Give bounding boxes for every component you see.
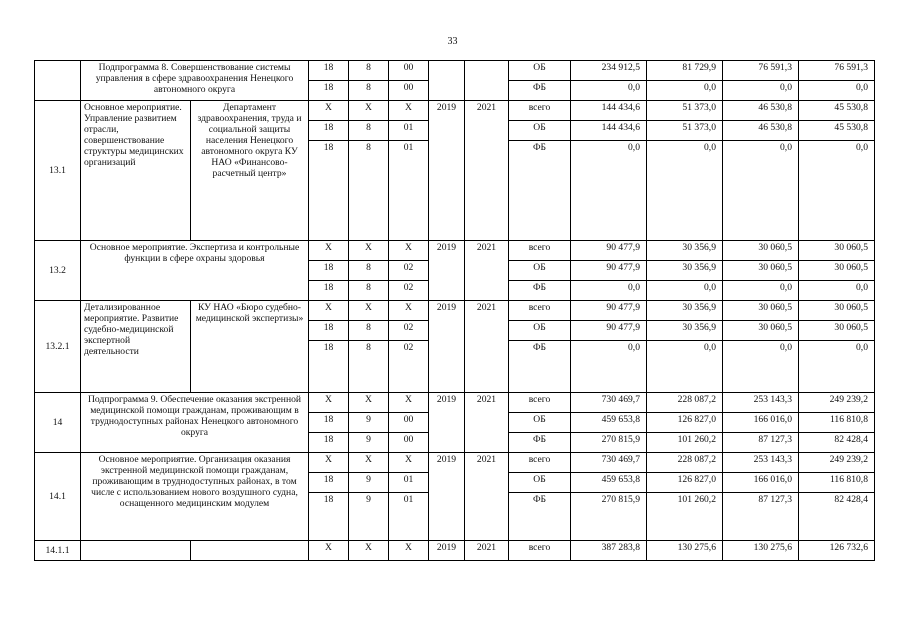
budget-code: 02 — [389, 321, 429, 341]
funding-source: всего — [509, 241, 571, 261]
budget-code: 00 — [389, 61, 429, 81]
funding-value: 90 477,9 — [571, 321, 647, 341]
row-number: 13.2.1 — [35, 301, 81, 393]
funding-value: 90 477,9 — [571, 301, 647, 321]
funding-value: 82 428,4 — [799, 493, 875, 541]
funding-value: 0,0 — [571, 141, 647, 241]
funding-value: 0,0 — [647, 281, 723, 301]
funding-value: 0,0 — [723, 141, 799, 241]
funding-value: 116 810,8 — [799, 413, 875, 433]
funding-value: 459 653,8 — [571, 413, 647, 433]
budget-code: 01 — [389, 141, 429, 241]
year-to: 2021 — [465, 541, 509, 561]
funding-source: ОБ — [509, 121, 571, 141]
funding-value: 126 732,6 — [799, 541, 875, 561]
funding-value: 270 815,9 — [571, 433, 647, 453]
funding-value: 228 087,2 — [647, 393, 723, 413]
funding-value: 0,0 — [799, 341, 875, 393]
budget-code: 18 — [309, 473, 349, 493]
budget-code: 18 — [309, 281, 349, 301]
funding-value: 76 591,3 — [723, 61, 799, 81]
year-to: 2021 — [465, 241, 509, 301]
budget-code: 9 — [349, 413, 389, 433]
funding-value: 387 283,8 — [571, 541, 647, 561]
budget-code: Х — [309, 393, 349, 413]
funding-value: 270 815,9 — [571, 493, 647, 541]
funding-value: 46 530,8 — [723, 121, 799, 141]
funding-value: 87 127,3 — [723, 433, 799, 453]
funding-value: 130 275,6 — [647, 541, 723, 561]
budget-code: Х — [349, 393, 389, 413]
funding-value: 0,0 — [571, 341, 647, 393]
row-title: Основное мероприятие. Экспертиза и контрольные функции в сфере охраны здоровья — [81, 241, 309, 301]
budget-code: 02 — [389, 341, 429, 393]
year-to — [465, 61, 509, 101]
budget-code: 9 — [349, 473, 389, 493]
funding-value: 87 127,3 — [723, 493, 799, 541]
row-title: Основное мероприятие. Организация оказания экстренной медицинской помощи гражданам, проживающим в труднодоступных районах, в том числе с использованием нового воздушного судна, оснащенного медицинским модулем — [81, 453, 309, 541]
budget-code: Х — [389, 241, 429, 261]
budget-code: Х — [309, 241, 349, 261]
budget-code: Х — [349, 453, 389, 473]
budget-code: 18 — [309, 321, 349, 341]
budget-code: Х — [309, 301, 349, 321]
budget-code: Х — [389, 101, 429, 121]
funding-value: 30 356,9 — [647, 261, 723, 281]
funding-source: ФБ — [509, 341, 571, 393]
budget-code: 9 — [349, 433, 389, 453]
row-number: 14.1 — [35, 453, 81, 541]
budget-code: 8 — [349, 261, 389, 281]
budget-code: 02 — [389, 261, 429, 281]
row-executor: КУ НАО «Бюро судебно-медицинской экспертизы» — [191, 301, 309, 393]
year-from: 2019 — [429, 541, 465, 561]
page-number: 33 — [447, 36, 458, 47]
funding-source: ФБ — [509, 281, 571, 301]
year-from — [429, 61, 465, 101]
funding-value: 144 434,6 — [571, 101, 647, 121]
funding-value: 30 356,9 — [647, 301, 723, 321]
year-from: 2019 — [429, 241, 465, 301]
budget-code: 18 — [309, 81, 349, 101]
row-number — [35, 61, 81, 101]
budget-code: Х — [349, 241, 389, 261]
funding-value: 30 060,5 — [723, 301, 799, 321]
funding-value: 234 912,5 — [571, 61, 647, 81]
budget-code: 02 — [389, 281, 429, 301]
funding-value: 459 653,8 — [571, 473, 647, 493]
table-row — [35, 301, 875, 321]
budget-code: 8 — [349, 141, 389, 241]
funding-value: 30 356,9 — [647, 321, 723, 341]
funding-value: 126 827,0 — [647, 473, 723, 493]
funding-value: 30 060,5 — [723, 321, 799, 341]
year-to: 2021 — [465, 453, 509, 541]
budget-code: Х — [389, 301, 429, 321]
year-from: 2019 — [429, 101, 465, 241]
funding-value: 30 060,5 — [799, 241, 875, 261]
budget-code: 18 — [309, 61, 349, 81]
budget-code: 01 — [389, 121, 429, 141]
budget-code: 00 — [389, 433, 429, 453]
budget-code: 8 — [349, 281, 389, 301]
row-title: Детализированное мероприятие. Развитие судебно-медицинской экспертной деятельности — [81, 301, 191, 393]
funding-value: 0,0 — [571, 281, 647, 301]
budget-code: Х — [309, 101, 349, 121]
budget-code: Х — [309, 453, 349, 473]
funding-value: 81 729,9 — [647, 61, 723, 81]
funding-source: ОБ — [509, 261, 571, 281]
funding-source: всего — [509, 453, 571, 473]
funding-value: 0,0 — [723, 281, 799, 301]
table-row — [35, 101, 875, 121]
budget-code: 18 — [309, 261, 349, 281]
funding-value: 30 060,5 — [723, 261, 799, 281]
budget-code: 18 — [309, 141, 349, 241]
funding-value: 0,0 — [647, 141, 723, 241]
funding-source: ФБ — [509, 81, 571, 101]
budget-code: 00 — [389, 81, 429, 101]
funding-source: ФБ — [509, 141, 571, 241]
budget-code: 8 — [349, 341, 389, 393]
row-title: Подпрограмма 9. Обеспечение оказания экстренной медицинской помощи гражданам, проживающим в труднодоступных районах Ненецкого автономного округа — [81, 393, 309, 453]
budget-code: Х — [349, 301, 389, 321]
budget-code: Х — [349, 541, 389, 561]
funding-source: всего — [509, 393, 571, 413]
funding-value: 51 373,0 — [647, 121, 723, 141]
year-to: 2021 — [465, 101, 509, 241]
budget-code: 8 — [349, 321, 389, 341]
funding-value: 30 060,5 — [799, 301, 875, 321]
funding-value: 0,0 — [723, 81, 799, 101]
funding-value: 30 060,5 — [723, 241, 799, 261]
funding-value: 0,0 — [799, 281, 875, 301]
funding-value: 166 016,0 — [723, 413, 799, 433]
funding-value: 30 060,5 — [799, 321, 875, 341]
funding-value: 166 016,0 — [723, 473, 799, 493]
funding-value: 46 530,8 — [723, 101, 799, 121]
budget-code: 18 — [309, 493, 349, 541]
funding-value: 253 143,3 — [723, 453, 799, 473]
budget-code: 18 — [309, 341, 349, 393]
funding-value: 76 591,3 — [799, 61, 875, 81]
funding-source: ОБ — [509, 321, 571, 341]
funding-value: 130 275,6 — [723, 541, 799, 561]
funding-value: 228 087,2 — [647, 453, 723, 473]
table-row — [35, 541, 875, 561]
funding-value: 101 260,2 — [647, 433, 723, 453]
funding-value: 30 060,5 — [799, 261, 875, 281]
budget-code: Х — [309, 541, 349, 561]
row-number: 14 — [35, 393, 81, 453]
funding-source: всего — [509, 301, 571, 321]
funding-value: 0,0 — [799, 81, 875, 101]
year-from: 2019 — [429, 453, 465, 541]
funding-source: ОБ — [509, 61, 571, 81]
row-number: 14.1.1 — [35, 541, 81, 561]
row-title: Подпрограмма 8. Совершенствование системы управления в сфере здравоохранения Ненецкого автономного округа — [81, 61, 309, 101]
row-executor: Департамент здравоохранения, труда и социальной защиты населения Ненецкого автономного округа КУ НАО «Финансово-расчетный центр» — [191, 101, 309, 241]
table-row — [35, 393, 875, 413]
funding-source: ФБ — [509, 433, 571, 453]
funding-value: 45 530,8 — [799, 121, 875, 141]
funding-value: 144 434,6 — [571, 121, 647, 141]
budget-table — [34, 60, 875, 561]
funding-value: 126 827,0 — [647, 413, 723, 433]
funding-value: 0,0 — [799, 141, 875, 241]
budget-code: Х — [389, 453, 429, 473]
funding-source: всего — [509, 541, 571, 561]
funding-value: 0,0 — [647, 341, 723, 393]
funding-value: 0,0 — [723, 341, 799, 393]
year-from: 2019 — [429, 393, 465, 453]
row-number: 13.1 — [35, 101, 81, 241]
table-row — [35, 241, 875, 261]
funding-value: 90 477,9 — [571, 241, 647, 261]
funding-value: 101 260,2 — [647, 493, 723, 541]
year-to: 2021 — [465, 393, 509, 453]
funding-source: ОБ — [509, 473, 571, 493]
table-row — [35, 61, 875, 81]
year-from: 2019 — [429, 301, 465, 393]
funding-value: 0,0 — [571, 81, 647, 101]
funding-value: 253 143,3 — [723, 393, 799, 413]
row-title: Основное мероприятие. Управление развитием отрасли, совершенствование структуры медицинских организаций — [81, 101, 191, 241]
funding-value: 45 530,8 — [799, 101, 875, 121]
row-title — [81, 541, 191, 561]
funding-value: 730 469,7 — [571, 453, 647, 473]
year-to: 2021 — [465, 301, 509, 393]
budget-code: 00 — [389, 413, 429, 433]
funding-value: 82 428,4 — [799, 433, 875, 453]
funding-value: 90 477,9 — [571, 261, 647, 281]
table-row — [35, 453, 875, 473]
row-number: 13.2 — [35, 241, 81, 301]
budget-code: 01 — [389, 493, 429, 541]
budget-code: Х — [349, 101, 389, 121]
budget-code: 18 — [309, 121, 349, 141]
budget-code: 01 — [389, 473, 429, 493]
budget-code: 9 — [349, 493, 389, 541]
funding-value: 249 239,2 — [799, 453, 875, 473]
row-executor — [191, 541, 309, 561]
funding-value: 116 810,8 — [799, 473, 875, 493]
budget-code: 8 — [349, 81, 389, 101]
funding-source: всего — [509, 101, 571, 121]
funding-value: 51 373,0 — [647, 101, 723, 121]
budget-code: Х — [389, 393, 429, 413]
funding-source: ОБ — [509, 413, 571, 433]
funding-value: 0,0 — [647, 81, 723, 101]
budget-code: 8 — [349, 61, 389, 81]
funding-value: 30 356,9 — [647, 241, 723, 261]
budget-code: 18 — [309, 433, 349, 453]
funding-value: 249 239,2 — [799, 393, 875, 413]
budget-code: Х — [389, 541, 429, 561]
funding-value: 730 469,7 — [571, 393, 647, 413]
funding-source: ФБ — [509, 493, 571, 541]
budget-code: 18 — [309, 413, 349, 433]
budget-code: 8 — [349, 121, 389, 141]
